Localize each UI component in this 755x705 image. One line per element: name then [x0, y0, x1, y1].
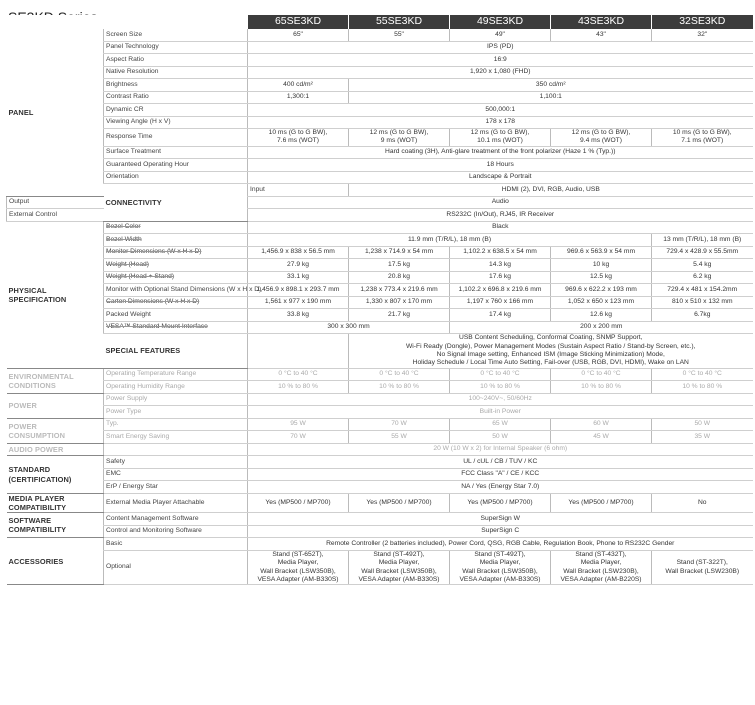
spec-row — [7, 79, 753, 92]
category-standard: STANDARD (CERTIFICATION) — [7, 456, 104, 494]
spec-value: 18 Hours — [248, 159, 753, 172]
spec-value: 300 x 300 mm — [248, 321, 450, 334]
spec-value: FCC Class "A" / CE / KCC — [248, 468, 753, 481]
model-header: 65SE3KD — [248, 15, 349, 29]
spec-value: No — [652, 493, 753, 513]
spec-value: 70 W — [248, 431, 349, 444]
spec-label: Weight (Head + Stand) — [104, 271, 248, 284]
spec-label: Viewing Angle (H x V) — [104, 116, 248, 129]
spec-row — [7, 513, 753, 526]
spec-value: 10 % to 80 % — [652, 381, 753, 394]
spec-row — [7, 41, 753, 54]
spec-row — [7, 104, 753, 117]
spec-row — [7, 284, 753, 297]
spec-value: 10 % to 80 % — [349, 381, 450, 394]
category-software: SOFTWARE COMPATIBILITY — [7, 513, 104, 538]
spec-row — [7, 393, 753, 406]
spec-row — [7, 246, 753, 259]
spec-value: 50 W — [450, 431, 551, 444]
spec-value: 0 °C to 40 °C — [652, 368, 753, 381]
spec-label: Monitor with Optional Stand Dimensions (W x H x D) — [104, 284, 248, 297]
spec-label: Response Time — [104, 129, 248, 147]
spec-value: Yes (MP500 / MP700) — [349, 493, 450, 513]
spec-label: Packed Weight — [104, 309, 248, 322]
spec-value: 500,000:1 — [248, 104, 753, 117]
spec-value: 969.6 x 563.9 x 54 mm — [551, 246, 652, 259]
spec-value: 20 W (10 W x 2) for Internal Speaker (6 ohm) — [248, 443, 753, 456]
spec-value: 350 cd/m² — [349, 79, 753, 92]
spec-label: EMC — [104, 468, 248, 481]
spec-value: Built-in Power — [248, 406, 753, 419]
spec-value: SuperSign W — [248, 513, 753, 526]
category-physical: PHYSICAL SPECIFICATION — [7, 221, 104, 368]
spec-value: 10 kg — [551, 259, 652, 272]
spec-value: 55" — [349, 29, 450, 41]
spec-row — [7, 184, 753, 197]
spec-label: Bezel Width — [104, 234, 248, 247]
spec-value: 0 °C to 40 °C — [349, 368, 450, 381]
spec-row — [7, 368, 753, 381]
spec-row — [7, 443, 753, 456]
spec-value: 17.5 kg — [349, 259, 450, 272]
spec-value: 10 ms (G to G BW), 7.1 ms (WOT) — [652, 129, 753, 147]
spec-row — [7, 91, 753, 104]
spec-value: 21.7 kg — [349, 309, 450, 322]
spec-value: 0 °C to 40 °C — [551, 368, 652, 381]
spec-label: Bezel Color — [104, 221, 248, 234]
spec-label: Output — [7, 196, 104, 209]
spec-label: Optional — [104, 550, 248, 585]
spec-value: HDMI (2), DVI, RGB, Audio, USB — [349, 184, 753, 197]
spec-row — [7, 296, 753, 309]
spec-label: Basic — [104, 538, 248, 551]
spec-row — [7, 493, 753, 513]
spec-value: 20.8 kg — [349, 271, 450, 284]
spec-value: Landscape & Portrait — [248, 171, 753, 184]
model-header-row — [7, 15, 753, 29]
model-header: 55SE3KD — [349, 15, 450, 29]
spec-value: Stand (ST-432T), Media Player, Wall Bracket (LSW230B), VESA Adapter (AM-B220S) — [551, 550, 652, 585]
category-special-features: SPECIAL FEATURES — [104, 334, 248, 369]
spec-value: 0 °C to 40 °C — [248, 368, 349, 381]
spec-label: Content Management Software — [104, 513, 248, 526]
spec-value: IPS (PD) — [248, 41, 753, 54]
spec-label — [248, 334, 349, 369]
spec-row — [7, 66, 753, 79]
spec-label: Surface Treatment — [104, 146, 248, 159]
category-power: POWER — [7, 393, 104, 418]
spec-row — [7, 54, 753, 67]
spec-value: 10 ms (G to G BW), 7.6 ms (WOT) — [248, 129, 349, 147]
spec-label: Control and Monitoring Software — [104, 525, 248, 538]
spec-value: 50 W — [652, 418, 753, 431]
spec-value: 810 x 510 x 132 mm — [652, 296, 753, 309]
spec-row — [7, 234, 753, 247]
spec-row — [7, 116, 753, 129]
category-environmental: ENVIRONMENTAL CONDITIONS — [7, 368, 104, 393]
spec-row — [7, 171, 753, 184]
spec-value: Yes (MP500 / MP700) — [450, 493, 551, 513]
spec-value: 12.6 kg — [551, 309, 652, 322]
spec-value: 17.4 kg — [450, 309, 551, 322]
spec-row — [7, 525, 753, 538]
spec-value: 1,238 x 773.4 x 219.6 mm — [349, 284, 450, 297]
spec-label: ErP / Energy Star — [104, 481, 248, 494]
spec-value: Remote Controller (2 batteries included), Power Cord, QSG, RGB Cable, Regulation Book, Phone to RS232C Gender — [248, 538, 753, 551]
spec-value: 95 W — [248, 418, 349, 431]
spec-value: 1,238 x 714.9 x 54 mm — [349, 246, 450, 259]
category-accessories: ACCESSORIES — [7, 538, 104, 585]
spec-value: 10 % to 80 % — [450, 381, 551, 394]
spec-row — [7, 406, 753, 419]
spec-row — [7, 456, 753, 469]
spec-value: RS232C (In/Out), RJ45, IR Receiver — [248, 209, 753, 222]
spec-label: External Media Player Attachable — [104, 493, 248, 513]
spec-value: 1,456.9 x 898.1 x 293.7 mm — [248, 284, 349, 297]
spec-value: 1,102.2 x 696.8 x 219.6 mm — [450, 284, 551, 297]
spec-value: 200 x 200 mm — [450, 321, 753, 334]
spec-value: 12 ms (G to G BW), 9 ms (WOT) — [349, 129, 450, 147]
spec-table — [6, 15, 753, 585]
spec-value: 33.1 kg — [248, 271, 349, 284]
spec-row — [7, 159, 753, 172]
spec-value: 10 % to 80 % — [551, 381, 652, 394]
spec-label: Dynamic CR — [104, 104, 248, 117]
spec-value: 65" — [248, 29, 349, 41]
spec-label: Smart Energy Saving — [104, 431, 248, 444]
spec-label: VESA™ Standard Mount Interface — [104, 321, 248, 334]
spec-value: Stand (ST-492T), Media Player, Wall Bracket (LSW350B), VESA Adapter (AM-B330S) — [349, 550, 450, 585]
model-header: 32SE3KD — [652, 15, 753, 29]
spec-label: Screen Size — [104, 29, 248, 41]
spec-label: Safety — [104, 456, 248, 469]
spec-label: Power Supply — [104, 393, 248, 406]
spec-value: 12 ms (G to G BW), 10.1 ms (WOT) — [450, 129, 551, 147]
spec-value: 178 x 178 — [248, 116, 753, 129]
spec-value: Stand (ST-652T), Media Player, Wall Bracket (LSW350B), VESA Adapter (AM-B330S) — [248, 550, 349, 585]
spec-label: Typ. — [104, 418, 248, 431]
spec-value: NA / Yes (Energy Star 7.0) — [248, 481, 753, 494]
spec-value: 1,456.9 x 838 x 56.5 mm — [248, 246, 349, 259]
spec-label: Aspect Ratio — [104, 54, 248, 67]
spec-value: 35 W — [652, 431, 753, 444]
spec-value: 13 mm (T/R/L), 18 mm (B) — [652, 234, 753, 247]
spec-value: 729.4 x 428.9 x 55.5mm — [652, 246, 753, 259]
category-media-player: MEDIA PLAYER COMPATIBILITY — [7, 493, 104, 513]
spec-label: Operating Humidity Range — [104, 381, 248, 394]
spec-row — [7, 29, 753, 41]
spec-value: 45 W — [551, 431, 652, 444]
spec-value: Hard coating (3H), Anti-glare treatment of the front polarizer (Haze 1 % (Typ.)) — [248, 146, 753, 159]
spec-value: 0 °C to 40 °C — [450, 368, 551, 381]
spec-label: Carton Dimensions (W x H x D) — [104, 296, 248, 309]
spec-label: Monitor Dimensions (W x H x D) — [104, 246, 248, 259]
spec-value: Stand (ST-322T), Wall Bracket (LSW230B) — [652, 550, 753, 585]
spec-value: 100~240V~, 50/60Hz — [248, 393, 753, 406]
spec-row — [7, 431, 753, 444]
spec-value: 27.9 kg — [248, 259, 349, 272]
spec-row — [7, 481, 753, 494]
spec-row — [7, 309, 753, 322]
spec-value: 12.5 kg — [551, 271, 652, 284]
spec-value: Yes (MP500 / MP700) — [551, 493, 652, 513]
spec-label: Contrast Ratio — [104, 91, 248, 104]
spec-row — [7, 321, 753, 334]
spec-row — [7, 550, 753, 585]
model-header: 43SE3KD — [551, 15, 652, 29]
spec-value: 33.8 kg — [248, 309, 349, 322]
spec-row — [7, 146, 753, 159]
spec-value: Yes (MP500 / MP700) — [248, 493, 349, 513]
spec-value: 1,300:1 — [248, 91, 349, 104]
spec-label: External Control — [7, 209, 104, 222]
spec-label: Native Resolution — [104, 66, 248, 79]
spec-row — [7, 418, 753, 431]
spec-value: 14.3 kg — [450, 259, 551, 272]
spec-value: 43" — [551, 29, 652, 41]
spec-row — [7, 259, 753, 272]
spec-value: 65 W — [450, 418, 551, 431]
spec-value: 1,052 x 650 x 123 mm — [551, 296, 652, 309]
spec-label — [104, 443, 248, 456]
spec-value: 1,100:1 — [349, 91, 753, 104]
category-power-consumption: POWER CONSUMPTION — [7, 418, 104, 443]
spec-value: 1,561 x 977 x 190 mm — [248, 296, 349, 309]
spec-value: 969.6 x 622.2 x 193 mm — [551, 284, 652, 297]
spec-row — [7, 538, 753, 551]
spec-value: 17.6 kg — [450, 271, 551, 284]
category-panel: PANEL — [7, 29, 104, 196]
spec-value: Stand (ST-492T), Media Player, Wall Bracket (LSW350B), VESA Adapter (AM-B330S) — [450, 550, 551, 585]
spec-value: 6.2 kg — [652, 271, 753, 284]
spec-value: 5.4 kg — [652, 259, 753, 272]
spec-value: 1,102.2 x 638.5 x 54 mm — [450, 246, 551, 259]
spec-value: Black — [248, 221, 753, 234]
spec-row — [7, 468, 753, 481]
spec-row — [7, 221, 753, 234]
spec-label: Panel Technology — [104, 41, 248, 54]
spec-label: Power Type — [104, 406, 248, 419]
spec-value: 70 W — [349, 418, 450, 431]
spec-value: UL / cUL / CB / TUV / KC — [248, 456, 753, 469]
spec-value: USB Content Scheduling, Conformal Coating, SNMP Support, Wi-Fi Ready (Dongle), Power Management Modes (Sustain Aspect Ratio / Stand-by Screen, etc.), No Signal Image setting, Enhanced ISM (Image Sticking Minimization) Mode, Holiday Schedule / Local Time Auto Setting, Fail-over (USB, RGB, DVI, HDMI), Wake on LAN — [349, 334, 753, 369]
spec-row — [7, 271, 753, 284]
spec-value: 60 W — [551, 418, 652, 431]
spec-label: Input — [248, 184, 349, 197]
header-blank — [7, 15, 248, 29]
category-audio-power: AUDIO POWER — [7, 443, 104, 456]
spec-value: 32" — [652, 29, 753, 41]
spec-value: 11.9 mm (T/R/L), 18 mm (B) — [248, 234, 652, 247]
spec-value: 55 W — [349, 431, 450, 444]
spec-value: 16:9 — [248, 54, 753, 67]
category-connectivity: CONNECTIVITY — [104, 184, 248, 222]
spec-label: Weight (Head) — [104, 259, 248, 272]
spec-value: 1,920 x 1,080 (FHD) — [248, 66, 753, 79]
spec-value: Audio — [248, 196, 753, 209]
spec-row — [7, 129, 753, 147]
spec-value: 49" — [450, 29, 551, 41]
spec-value: 6.7kg — [652, 309, 753, 322]
spec-label: Brightness — [104, 79, 248, 92]
spec-value: 400 cd/m² — [248, 79, 349, 92]
model-header: 49SE3KD — [450, 15, 551, 29]
spec-value: 1,330 x 807 x 170 mm — [349, 296, 450, 309]
spec-label: Guaranteed Operating Hour — [104, 159, 248, 172]
spec-label: Operating Temperature Range — [104, 368, 248, 381]
spec-value: 10 % to 80 % — [248, 381, 349, 394]
spec-label: Orientation — [104, 171, 248, 184]
spec-value: 12 ms (G to G BW), 9.4 ms (WOT) — [551, 129, 652, 147]
spec-row — [7, 334, 753, 369]
spec-row — [7, 381, 753, 394]
spec-value: 729.4 x 481 x 154.2mm — [652, 284, 753, 297]
spec-value: SuperSign C — [248, 525, 753, 538]
spec-value: 1,197 x 760 x 166 mm — [450, 296, 551, 309]
